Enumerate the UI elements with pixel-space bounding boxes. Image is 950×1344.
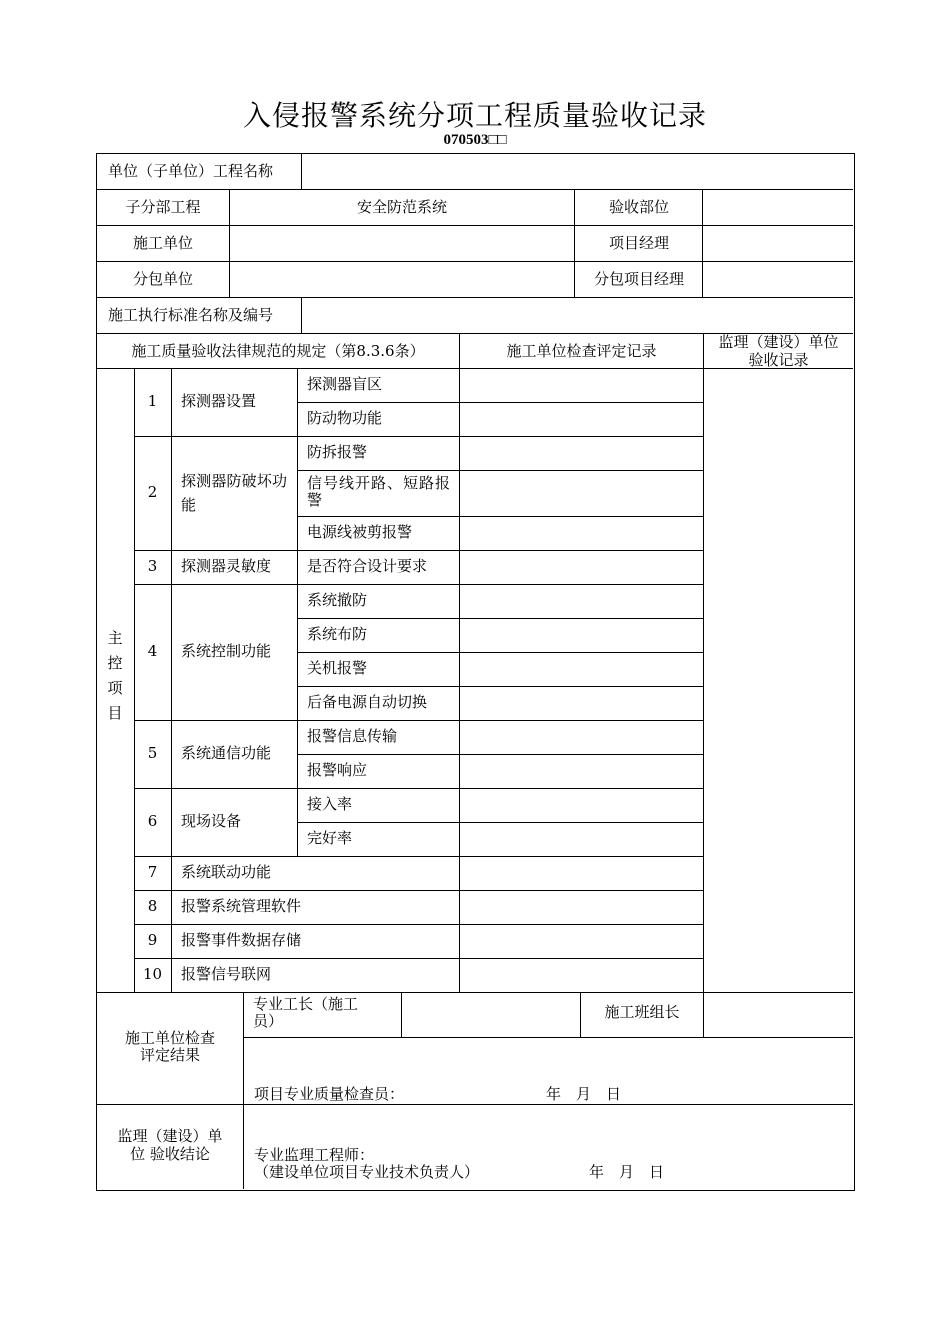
item-number: 8 (147, 897, 158, 915)
grid-line (297, 550, 298, 584)
sub-item: 防动物功能 (307, 409, 383, 427)
grid-line (96, 992, 853, 993)
supervisor-record-header-line1: 监理（建设）单位 (718, 333, 839, 351)
foreman-label-line1: 专业工长（施工 (253, 995, 359, 1013)
unit-name-value[interactable] (302, 155, 852, 189)
item-name: 系统通信功能 (181, 744, 272, 762)
supervisor-record-header-line2: 验收记录 (748, 351, 809, 369)
supervising-engineer-label: 专业监理工程师： (254, 1146, 375, 1164)
item-name: 现场设备 (181, 812, 242, 830)
grid-line (171, 368, 172, 992)
contractor-record-cell[interactable] (460, 585, 702, 617)
owner-representative-label: （建设单位项目专业技术负责人） (254, 1163, 480, 1181)
sub-item: 防拆报警 (307, 443, 368, 461)
item-name: 报警系统管理软件 (181, 897, 302, 915)
sub-item: 后备电源自动切换 (307, 693, 428, 711)
item-number: 6 (147, 812, 158, 830)
sub-item: 是否符合设计要求 (307, 557, 428, 575)
subcontractor-label: 分包单位 (132, 270, 193, 288)
contractor-record-cell[interactable] (460, 891, 702, 923)
foreman-label-line2: 员） (253, 1012, 284, 1030)
team-leader-label: 施工班组长 (604, 1003, 680, 1021)
item-number: 9 (147, 931, 158, 949)
item-name: 探测器防破坏功能 (181, 472, 287, 514)
contractor-record-cell[interactable] (460, 755, 702, 787)
contractor-date: 年 月 日 (546, 1085, 622, 1103)
item-name: 报警信号联网 (181, 965, 272, 983)
standard-label: 施工执行标准名称及编号 (108, 306, 274, 324)
form-code: 070503□□ (443, 132, 507, 148)
contractor-record-cell[interactable] (460, 551, 702, 583)
item-name: 报警事件数据存储 (181, 931, 302, 949)
sub-project-value[interactable]: 安全防范系统 (356, 198, 447, 216)
page-title: 入侵报警系统分项工程质量验收记录 (242, 99, 707, 132)
sub-item: 接入率 (307, 795, 353, 813)
supervisor-conclusion-label-line1: 监理（建设）单 (117, 1127, 223, 1145)
contractor-result-label-line2: 评定结果 (139, 1046, 200, 1064)
sub-item: 信号线开路、短路报警 (307, 474, 452, 509)
item-number: 1 (147, 392, 158, 410)
contractor-record-cell[interactable] (460, 857, 702, 889)
contractor-result-label-line1: 施工单位检查 (124, 1029, 215, 1047)
supervisor-conclusion-label-line2: 位 验收结论 (130, 1145, 210, 1163)
sub-project-manager-label: 分包项目经理 (593, 270, 684, 288)
grid-line (243, 1037, 853, 1038)
unit-name-label: 单位（子单位）工程名称 (108, 162, 274, 180)
contractor-record-cell[interactable] (460, 653, 702, 685)
item-name: 探测器灵敏度 (181, 557, 272, 575)
grid-line (301, 297, 302, 333)
contractor-record-cell[interactable] (460, 687, 702, 719)
contractor-record-cell[interactable] (460, 517, 702, 549)
quality-inspector-label: 项目专业质量检查员： (254, 1085, 405, 1103)
sub-item: 探测器盲区 (307, 375, 383, 393)
acceptance-part-label: 验收部位 (608, 198, 669, 216)
spec-column-header: 施工质量验收法律规范的规定（第8.3.6条） (131, 342, 425, 360)
contractor-record-header: 施工单位检查评定记录 (506, 342, 657, 360)
contractor-record-cell[interactable] (460, 959, 702, 991)
main-items-label-char: 项 (107, 679, 123, 697)
sub-project-label: 子分部工程 (125, 198, 201, 216)
sub-item: 报警信息传输 (307, 727, 398, 745)
grid-line (96, 261, 853, 262)
item-number: 5 (147, 744, 158, 762)
sub-item: 电源线被剪报警 (307, 523, 413, 541)
contractor-record-cell[interactable] (460, 789, 702, 821)
contractor-record-cell[interactable] (460, 925, 702, 957)
item-name: 探测器设置 (181, 392, 257, 410)
supervisor-date: 年 月 日 (589, 1163, 665, 1181)
contractor-record-cell[interactable] (460, 403, 702, 435)
sub-item: 系统撤防 (307, 591, 368, 609)
main-items-label-char: 目 (107, 704, 123, 722)
grid-line (96, 225, 853, 226)
sub-item: 报警响应 (307, 761, 368, 779)
project-manager-label: 项目经理 (608, 234, 669, 252)
contractor-record-cell[interactable] (460, 471, 702, 515)
grid-line (96, 297, 853, 298)
sub-item: 系统布防 (307, 625, 368, 643)
main-items-label-char: 主 (107, 629, 123, 647)
grid-line (243, 992, 244, 1189)
sub-item: 完好率 (307, 829, 353, 847)
item-name: 系统控制功能 (181, 642, 272, 660)
contractor-record-cell[interactable] (460, 369, 702, 401)
sub-item: 关机报警 (307, 659, 368, 677)
item-number: 4 (147, 642, 158, 660)
grid-line (703, 368, 704, 992)
item-name: 系统联动功能 (181, 863, 272, 881)
main-items-label-char: 控 (107, 654, 123, 672)
item-number: 3 (147, 557, 158, 575)
item-number: 10 (142, 965, 163, 983)
grid-line (96, 189, 853, 190)
contractor-label: 施工单位 (132, 234, 193, 252)
grid-line (703, 992, 704, 1037)
contractor-record-cell[interactable] (460, 437, 702, 469)
grid-line (297, 436, 298, 550)
grid-line (401, 992, 402, 1037)
item-number: 7 (147, 863, 158, 881)
item-number: 2 (147, 483, 158, 501)
contractor-record-cell[interactable] (460, 721, 702, 753)
contractor-record-cell[interactable] (460, 823, 702, 855)
grid-line (96, 1104, 853, 1105)
contractor-record-cell[interactable] (460, 619, 702, 651)
